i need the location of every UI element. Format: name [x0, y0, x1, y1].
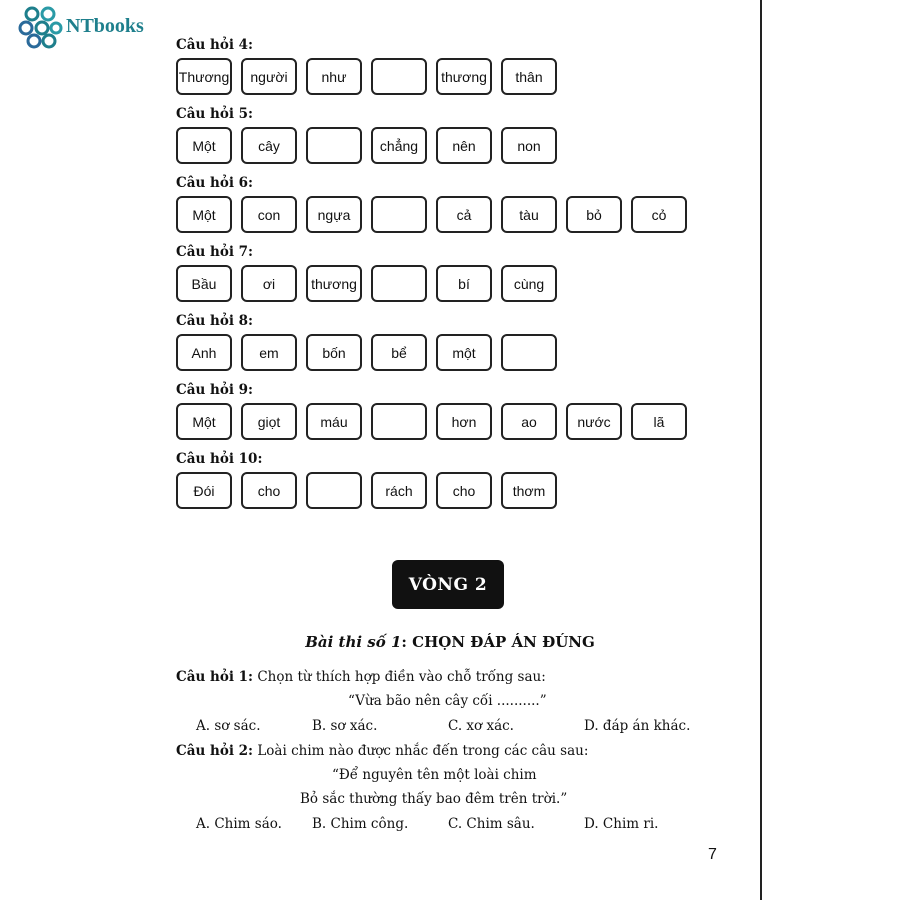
- question-1-option-c[interactable]: C. xơ xác.: [448, 718, 514, 734]
- word-box: cho: [436, 472, 492, 509]
- question-1-option-d[interactable]: D. đáp án khác.: [584, 718, 691, 734]
- question-7-title: Câu hỏi 7:: [176, 244, 254, 260]
- question-6-words: [176, 196, 687, 233]
- question-2-option-d[interactable]: D. Chim ri.: [584, 816, 659, 832]
- page-number: 7: [708, 846, 717, 863]
- word-box: bốn: [306, 334, 362, 371]
- question-2-quote-line-1: “Để nguyên tên một loài chim: [332, 767, 537, 783]
- exam-title-prefix: Bài thi số 1: [305, 633, 402, 651]
- question-1-quote: “Vừa bão nên cây cối ..........”: [348, 693, 547, 709]
- word-box: Thương: [176, 58, 232, 95]
- question-7-words: [176, 265, 557, 302]
- blank-box[interactable]: [306, 472, 362, 509]
- question-6-title: Câu hỏi 6:: [176, 175, 254, 191]
- question-10-title: Câu hỏi 10:: [176, 451, 263, 467]
- word-box: Bầu: [176, 265, 232, 302]
- question-8-words: [176, 334, 557, 371]
- word-box: máu: [306, 403, 362, 440]
- exam-title-suffix: : CHỌN ĐÁP ÁN ĐÚNG: [401, 633, 595, 651]
- question-5-title: Câu hỏi 5:: [176, 106, 254, 122]
- blank-box[interactable]: [371, 196, 427, 233]
- ntbooks-logo: [16, 2, 144, 50]
- word-box: cỏ: [631, 196, 687, 233]
- word-box: rách: [371, 472, 427, 509]
- word-box: tàu: [501, 196, 557, 233]
- word-box: Một: [176, 196, 232, 233]
- question-2-label: Câu hỏi 2:: [176, 743, 254, 759]
- question-2-line: [176, 743, 588, 759]
- question-5-words: [176, 127, 557, 164]
- word-box: cùng: [501, 265, 557, 302]
- word-box: cả: [436, 196, 492, 233]
- blank-box[interactable]: [371, 265, 427, 302]
- question-9-words: [176, 403, 687, 440]
- logo-text: NTbooks: [66, 14, 144, 37]
- question-1-label: Câu hỏi 1:: [176, 669, 254, 685]
- blank-box[interactable]: [306, 127, 362, 164]
- word-box: Anh: [176, 334, 232, 371]
- ntbooks-logo-icon: [16, 2, 64, 50]
- word-box: con: [241, 196, 297, 233]
- word-box: một: [436, 334, 492, 371]
- question-2-option-c[interactable]: C. Chim sâu.: [448, 816, 535, 832]
- question-1-option-a[interactable]: A. sơ sác.: [196, 718, 261, 734]
- word-box: Một: [176, 403, 232, 440]
- word-box: bỏ: [566, 196, 622, 233]
- exam-title: [0, 633, 900, 651]
- question-4-words: [176, 58, 557, 95]
- question-9-title: Câu hỏi 9:: [176, 382, 254, 398]
- blank-box[interactable]: [371, 58, 427, 95]
- question-8-title: Câu hỏi 8:: [176, 313, 254, 329]
- word-box: giọt: [241, 403, 297, 440]
- word-box: thơm: [501, 472, 557, 509]
- word-box: Một: [176, 127, 232, 164]
- word-box: ao: [501, 403, 557, 440]
- round-2-badge: VÒNG 2: [392, 560, 504, 609]
- word-box: bể: [371, 334, 427, 371]
- word-box: ngựa: [306, 196, 362, 233]
- word-box: nước: [566, 403, 622, 440]
- word-box: ơi: [241, 265, 297, 302]
- word-box: cho: [241, 472, 297, 509]
- word-box: bí: [436, 265, 492, 302]
- question-2-quote-line-2: Bỏ sắc thường thấy bao đêm trên trời.”: [300, 791, 568, 807]
- question-1-line: [176, 669, 546, 685]
- question-1-prompt: Chọn từ thích hợp điền vào chỗ trống sau:: [253, 669, 546, 685]
- question-2-prompt: Loài chim nào được nhắc đến trong các câu sau:: [253, 743, 589, 759]
- question-2-option-a[interactable]: A. Chim sáo.: [196, 816, 282, 832]
- word-box: hơn: [436, 403, 492, 440]
- word-box: Đói: [176, 472, 232, 509]
- blank-box[interactable]: [501, 334, 557, 371]
- word-box: thân: [501, 58, 557, 95]
- word-box: thương: [436, 58, 492, 95]
- word-box: thương: [306, 265, 362, 302]
- word-box: như: [306, 58, 362, 95]
- word-box: người: [241, 58, 297, 95]
- question-10-words: [176, 472, 557, 509]
- question-1-option-b[interactable]: B. sơ xác.: [312, 718, 378, 734]
- blank-box[interactable]: [371, 403, 427, 440]
- word-box: nên: [436, 127, 492, 164]
- word-box: cây: [241, 127, 297, 164]
- word-box: lã: [631, 403, 687, 440]
- question-4-title: Câu hỏi 4:: [176, 37, 254, 53]
- word-box: chẳng: [371, 127, 427, 164]
- page-edge-rule: [760, 0, 762, 900]
- word-box: em: [241, 334, 297, 371]
- question-2-option-b[interactable]: B. Chim công.: [312, 816, 409, 832]
- word-box: non: [501, 127, 557, 164]
